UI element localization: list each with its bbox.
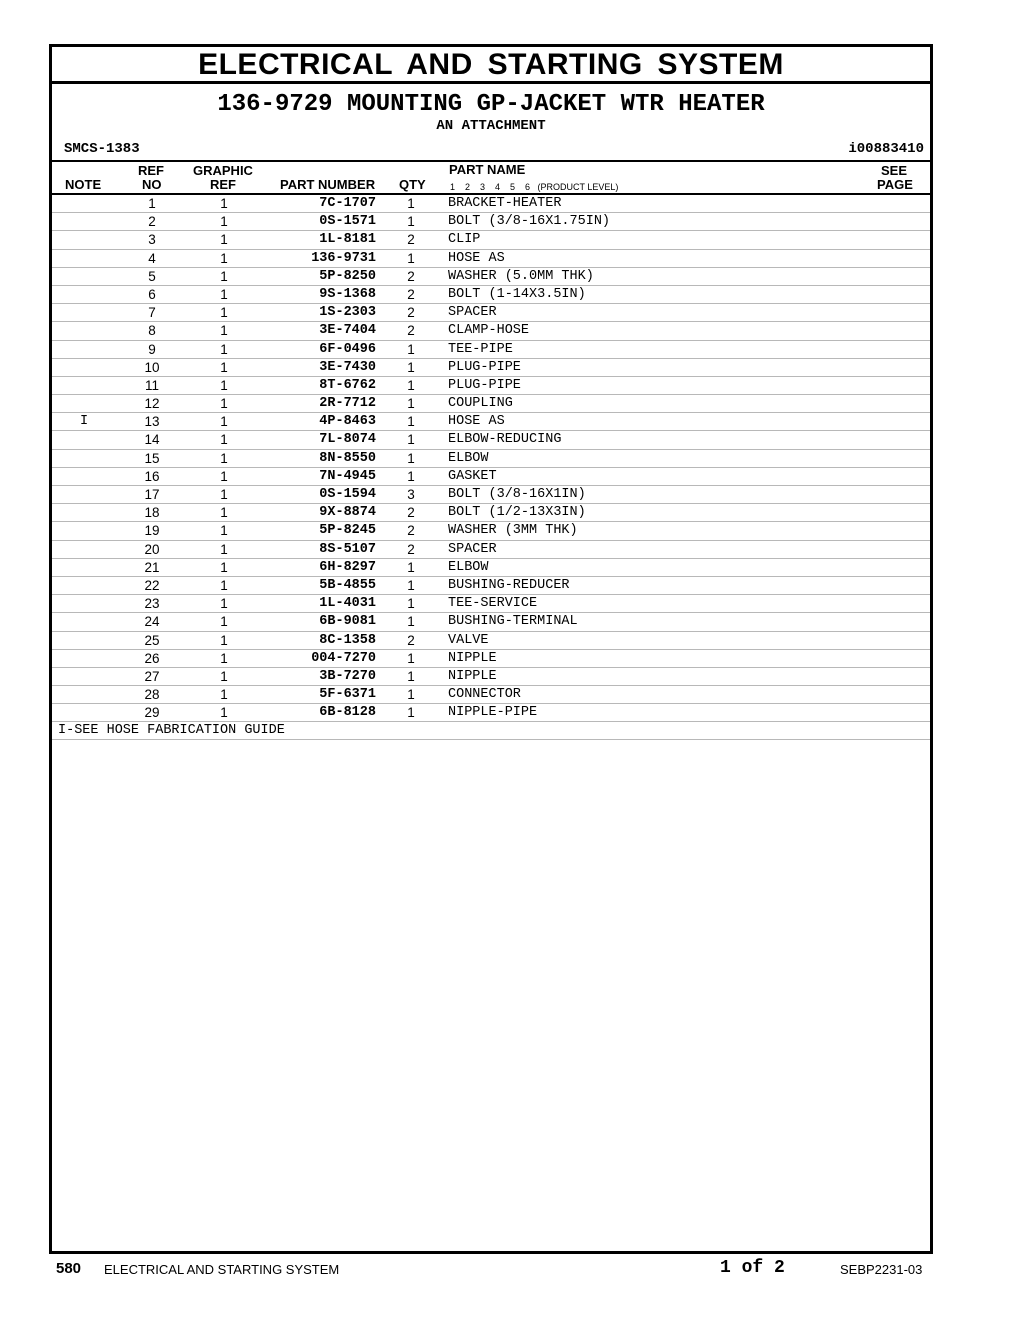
qty-cell: 3 — [407, 487, 415, 502]
ref-no-cell: 17 — [144, 487, 160, 502]
part-name-cell: HOSE AS — [448, 414, 505, 430]
qty-cell: 2 — [407, 523, 415, 539]
qty-cell: 1 — [407, 432, 415, 448]
graphic-ref-cell: 1 — [220, 341, 228, 357]
footnote: I-SEE HOSE FABRICATION GUIDE — [52, 722, 930, 740]
ref-no-cell: 20 — [144, 541, 160, 557]
ref-no-cell: 11 — [144, 377, 159, 393]
part-number-cell: 6H-8297 — [319, 559, 376, 575]
part-name-cell: NIPPLE-PIPE — [448, 705, 538, 721]
part-name-cell: NIPPLE — [448, 668, 497, 684]
table-row — [52, 195, 930, 213]
parts-list — [52, 195, 930, 722]
ref-no-cell: 10 — [144, 359, 160, 375]
part-number-cell: 6F-0496 — [319, 341, 376, 357]
part-number-cell: 1S-2303 — [319, 305, 376, 321]
ref-no-cell: 3 — [148, 232, 156, 248]
part-number-cell: 004-7270 — [311, 650, 376, 666]
graphic-ref-cell: 1 — [220, 577, 228, 593]
part-number-cell: 2R-7712 — [319, 396, 376, 412]
graphic-ref-cell: 1 — [220, 232, 228, 248]
part-number-cell: 136-9731 — [311, 250, 376, 266]
ref-no-cell: 29 — [144, 705, 160, 721]
graphic-ref-cell: 1 — [220, 214, 228, 230]
qty-cell: 1 — [407, 341, 415, 357]
graphic-ref-cell: 1 — [220, 268, 228, 284]
graphic-ref-cell: 1 — [220, 468, 228, 484]
part-name-cell: BUSHING-TERMINAL — [448, 614, 578, 630]
table-row — [52, 304, 930, 322]
page-number: 580 — [56, 1260, 82, 1277]
part-number-cell: 0S-1571 — [319, 214, 376, 230]
ref-no-cell: 16 — [144, 468, 160, 484]
part-number-cell: 5P-8245 — [319, 523, 376, 539]
ref-no-cell: 28 — [144, 687, 160, 703]
qty-cell: 2 — [407, 232, 415, 248]
table-row — [52, 450, 930, 468]
graphic-ref-cell: 1 — [220, 286, 228, 302]
illustration-id: i00883410 — [848, 141, 924, 157]
part-name-cell: BOLT (3/8-16X1IN) — [448, 487, 586, 502]
graphic-ref-cell: 1 — [220, 305, 228, 321]
graphic-ref-cell: 1 — [220, 668, 228, 684]
table-row — [52, 632, 930, 650]
table-row — [52, 704, 930, 722]
part-name-cell: BOLT (1/2-13X3IN) — [448, 505, 586, 521]
part-name-cell: WASHER (5.0MM THK) — [448, 268, 594, 284]
table-row — [52, 250, 930, 268]
smcs-row — [52, 140, 930, 162]
graphic-ref-cell: 1 — [220, 250, 228, 266]
note-cell: I — [79, 414, 89, 430]
graphic-ref-cell: 1 — [220, 632, 228, 648]
qty-cell: 1 — [407, 359, 415, 375]
part-number-cell: 5F-6371 — [319, 687, 376, 703]
qty-cell: 1 — [407, 705, 415, 721]
graphic-ref-cell: 1 — [220, 523, 228, 539]
ref-no-cell: 27 — [144, 668, 160, 684]
part-name-cell: SPACER — [448, 541, 497, 557]
graphic-ref-cell: 1 — [220, 559, 228, 575]
table-row — [52, 686, 930, 704]
qty-cell: 2 — [407, 268, 415, 284]
part-name-cell: CLAMP-HOSE — [448, 323, 530, 339]
part-number-cell: 6B-8128 — [319, 705, 376, 721]
ref-no-cell: 12 — [144, 396, 160, 412]
header-see-bottom: PAGE — [877, 177, 913, 192]
ref-no-cell: 4 — [148, 250, 156, 266]
part-name-cell: NIPPLE — [448, 650, 497, 666]
part-name-cell: BOLT (3/8-16X1.75IN) — [448, 214, 611, 230]
ref-no-cell: 18 — [144, 505, 160, 521]
part-number-cell: 8N-8550 — [319, 450, 376, 466]
smcs-code: SMCS-1383 — [64, 141, 140, 157]
qty-cell: 2 — [407, 632, 415, 648]
qty-cell: 1 — [407, 250, 415, 266]
part-name-cell: ELBOW — [448, 450, 489, 466]
page-footer — [0, 1258, 1020, 1282]
qty-cell: 1 — [407, 396, 415, 412]
table-row — [52, 213, 930, 231]
part-name-cell: ELBOW — [448, 559, 489, 575]
ref-no-cell: 22 — [144, 577, 160, 593]
ref-no-cell: 5 — [148, 268, 156, 284]
header-part-number: PART NUMBER — [280, 177, 376, 192]
part-name-cell: VALVE — [448, 632, 489, 648]
part-number-cell: 3E-7430 — [319, 359, 376, 375]
ref-no-cell: 26 — [144, 650, 160, 666]
graphic-ref-cell: 1 — [220, 450, 228, 466]
header-graphic-top: GRAPHIC — [193, 163, 253, 178]
part-number-cell: 4P-8463 — [319, 414, 376, 430]
header-product-levels: 1 2 3 4 5 6 (PRODUCT LEVEL) — [450, 182, 619, 192]
qty-cell: 2 — [407, 286, 415, 302]
table-row — [52, 377, 930, 395]
qty-cell: 1 — [407, 650, 415, 666]
part-number-cell: 1L-8181 — [319, 232, 376, 248]
ref-no-cell: 13 — [144, 414, 160, 430]
part-number-cell: 0S-1594 — [319, 487, 376, 502]
document-number: SEBP2231-03 — [840, 1262, 923, 1277]
qty-cell: 1 — [407, 468, 415, 484]
qty-cell: 1 — [407, 377, 415, 393]
table-row — [52, 613, 930, 631]
qty-cell: 1 — [407, 559, 415, 575]
graphic-ref-cell: 1 — [220, 414, 228, 430]
part-number-cell: 7L-8074 — [319, 432, 376, 448]
part-name-cell: PLUG-PIPE — [448, 359, 521, 375]
ref-no-cell: 7 — [148, 305, 156, 321]
table-row — [52, 341, 930, 359]
ref-no-cell: 25 — [144, 632, 160, 648]
part-name-cell: BUSHING-REDUCER — [448, 577, 570, 593]
graphic-ref-cell: 1 — [220, 396, 228, 412]
qty-cell: 1 — [407, 196, 415, 211]
ref-no-cell: 1 — [148, 196, 156, 211]
graphic-ref-cell: 1 — [220, 650, 228, 666]
header-qty: QTY — [399, 177, 426, 192]
part-name-cell: HOSE AS — [448, 250, 505, 266]
qty-cell: 1 — [407, 668, 415, 684]
graphic-ref-cell: 1 — [220, 487, 228, 502]
table-row — [52, 595, 930, 613]
header-see-top: SEE — [881, 163, 908, 178]
ref-no-cell: 8 — [148, 323, 156, 339]
qty-cell: 2 — [407, 505, 415, 521]
part-name-cell: CLIP — [448, 232, 481, 248]
table-header — [52, 162, 930, 195]
ref-no-cell: 23 — [144, 596, 160, 612]
graphic-ref-cell: 1 — [220, 505, 228, 521]
table-row — [52, 559, 930, 577]
part-number-cell: 1L-4031 — [319, 596, 376, 612]
qty-cell: 2 — [407, 541, 415, 557]
qty-cell: 1 — [407, 414, 415, 430]
part-number-cell: 7C-1707 — [319, 196, 376, 211]
table-row — [52, 268, 930, 286]
header-ref-bottom: NO — [142, 177, 162, 192]
header-note: NOTE — [65, 177, 102, 192]
part-number-cell: 3B-7270 — [319, 668, 376, 684]
qty-cell: 1 — [407, 596, 415, 612]
part-number-cell: 8T-6762 — [319, 377, 376, 393]
table-row — [52, 359, 930, 377]
part-name-cell: PLUG-PIPE — [448, 377, 521, 393]
part-number-cell: 5B-4855 — [319, 577, 376, 593]
table-row — [52, 322, 930, 340]
part-number-cell: 8S-5107 — [319, 541, 376, 557]
table-row — [52, 413, 930, 431]
ref-no-cell: 14 — [144, 432, 160, 448]
group-number: 136-9729 — [217, 91, 333, 118]
part-name-cell: TEE-SERVICE — [448, 596, 538, 612]
table-row — [52, 395, 930, 413]
header-part-name: PART NAME — [449, 162, 526, 177]
ref-no-cell: 2 — [148, 214, 156, 230]
part-name-cell: BOLT (1-14X3.5IN) — [448, 286, 586, 302]
part-name-cell: TEE-PIPE — [448, 341, 513, 357]
table-row — [52, 577, 930, 595]
graphic-ref-cell: 1 — [220, 359, 228, 375]
qty-cell: 1 — [407, 577, 415, 593]
part-number-cell: 9S-1368 — [319, 286, 376, 302]
qty-cell: 1 — [407, 214, 415, 230]
header-graphic-bottom: REF — [210, 177, 236, 192]
qty-cell: 2 — [407, 323, 415, 339]
group-title — [52, 93, 930, 117]
part-name-cell: BRACKET-HEATER — [448, 196, 562, 211]
table-row — [52, 286, 930, 304]
part-name-cell: CONNECTOR — [448, 687, 521, 703]
table-row — [52, 668, 930, 686]
qty-cell: 1 — [407, 687, 415, 703]
part-name-cell: GASKET — [448, 468, 497, 484]
graphic-ref-cell: 1 — [220, 596, 228, 612]
part-number-cell: 9X-8874 — [319, 505, 376, 521]
part-number-cell: 6B-9081 — [319, 614, 376, 630]
page-of: 1 of 2 — [720, 1258, 785, 1278]
graphic-ref-cell: 1 — [220, 541, 228, 557]
qty-cell: 1 — [407, 614, 415, 630]
part-name-cell: ELBOW-REDUCING — [448, 432, 562, 448]
ref-no-cell: 24 — [144, 614, 160, 630]
table-row — [52, 650, 930, 668]
ref-no-cell: 15 — [144, 450, 160, 466]
qty-cell: 2 — [407, 305, 415, 321]
table-row — [52, 541, 930, 559]
part-number-cell: 7N-4945 — [319, 468, 376, 484]
ref-no-cell: 6 — [148, 286, 156, 302]
graphic-ref-cell: 1 — [220, 705, 228, 721]
footer-section: ELECTRICAL AND STARTING SYSTEM — [104, 1262, 340, 1277]
table-row — [52, 231, 930, 249]
graphic-ref-cell: 1 — [220, 377, 228, 393]
table-row — [52, 522, 930, 540]
parts-page-frame — [49, 44, 933, 1254]
graphic-ref-cell: 1 — [220, 196, 228, 211]
part-number-cell: 3E-7404 — [319, 323, 376, 339]
table-row — [52, 468, 930, 486]
part-name-cell: SPACER — [448, 305, 497, 321]
ref-no-cell: 9 — [148, 341, 156, 357]
section-title: ELECTRICAL AND STARTING SYSTEM — [52, 47, 930, 84]
part-name-cell: WASHER (3MM THK) — [448, 523, 578, 539]
part-number-cell: 8C-1358 — [319, 632, 376, 648]
group-subtitle: AN ATTACHMENT — [436, 118, 546, 134]
qty-cell: 1 — [407, 450, 415, 466]
group-name: MOUNTING GP-JACKET WTR HEATER — [346, 91, 765, 118]
graphic-ref-cell: 1 — [220, 687, 228, 703]
table-row — [52, 431, 930, 449]
header-ref-top: REF — [138, 163, 164, 178]
ref-no-cell: 21 — [144, 559, 160, 575]
table-row — [52, 504, 930, 522]
graphic-ref-cell: 1 — [220, 323, 228, 339]
part-name-cell: COUPLING — [448, 396, 513, 412]
graphic-ref-cell: 1 — [220, 432, 228, 448]
part-number-cell: 5P-8250 — [319, 268, 376, 284]
table-row — [52, 486, 930, 504]
ref-no-cell: 19 — [144, 523, 160, 539]
graphic-ref-cell: 1 — [220, 614, 228, 630]
